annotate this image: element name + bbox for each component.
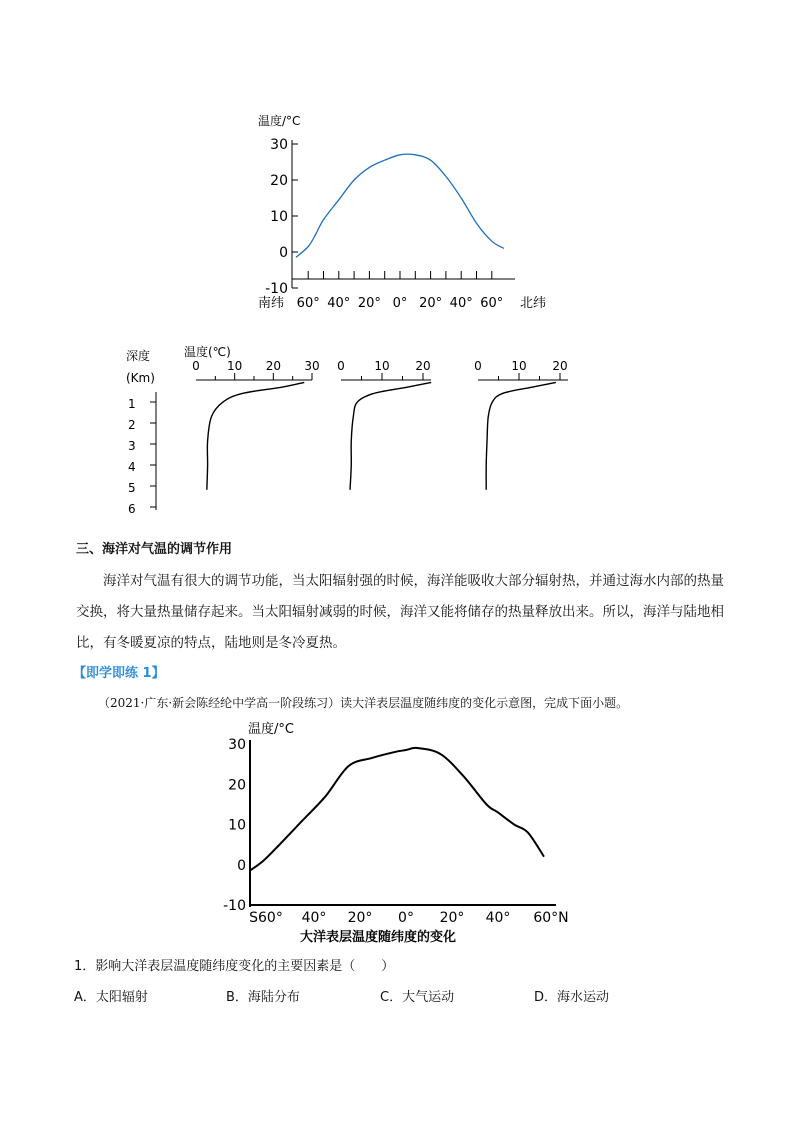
chart3-x-tick-label: 60°N (533, 910, 569, 926)
chart1-ylabel: 温度/°C (258, 114, 301, 128)
chart2-depth-tick-label: 3 (128, 439, 136, 453)
chart2-temp-tick-label: 30 (304, 359, 320, 373)
chart2-temp-tick-label: 20 (265, 359, 281, 373)
chart2-temp-tick-label: 20 (552, 359, 568, 373)
body-paragraph: 海洋对气温有很大的调节功能，当太阳辐射强的时候，海洋能吸收大部分辐射热，并通过海水内部的热量交换，将大量热量储存起来。当太阳辐射减弱的时候，海洋又能将储存的热量释放出来。所以，海洋与陆地相比，有冬暖夏凉的特点，陆地则是冬冷夏热。 (76, 573, 724, 651)
option-a[interactable]: A．太阳辐射 (74, 990, 148, 1005)
chart2-depth-tick-label: 6 (128, 502, 136, 516)
chart1-x-tick-label: 40° (327, 296, 351, 311)
chart2-temp-tick-label: 10 (511, 359, 527, 373)
chart2-xlabel: 温度(℃) (184, 345, 231, 359)
option-c[interactable]: C．大气运动 (380, 990, 455, 1005)
chart1-y-tick-label: -10 (265, 281, 288, 297)
chart3-x-tick-label: 40° (485, 910, 511, 926)
chart1-x-tick-label: 60° (480, 296, 504, 311)
chart2-temp-tick-label: 20 (415, 359, 431, 373)
chart2-temp-tick-label: 10 (374, 359, 390, 373)
chart3-y-tick-label: 10 (228, 817, 246, 834)
chart-temperature-by-latitude-blue (250, 105, 560, 315)
chart1-y-tick-label: 20 (270, 173, 288, 189)
chart2-title: 深度 (126, 349, 151, 363)
option-d[interactable]: D．海水运动 (534, 990, 610, 1005)
chart1-x-tick-label: 20° (357, 296, 381, 311)
chart1-y-tick-label: 30 (270, 137, 288, 153)
chart2-profile-line (350, 382, 431, 489)
chart-temperature-by-depth (118, 340, 578, 520)
chart3-x-tick-label: 0° (398, 910, 414, 926)
question-source: （2021·广东·新会陈经纶中学高一阶段练习）读大洋表层温度随纬度的变化示意图，完成下面小题。 (98, 696, 629, 710)
chart1-series-line (296, 154, 504, 257)
chart1-y-tick-label: 10 (270, 209, 288, 225)
chart1-x-tick-label: 20° (419, 296, 443, 311)
chart3-x-tick-label: 40° (301, 910, 327, 926)
option-b[interactable]: B．海陆分布 (226, 990, 300, 1005)
chart3-x-tick-label: 20° (347, 910, 373, 926)
chart2-temp-tick-label: 0 (474, 359, 482, 373)
chart3-y-tick-label: -10 (223, 898, 246, 914)
chart1-y-tick-label: 0 (279, 245, 288, 261)
chart2-profile-line (486, 382, 556, 489)
chart2-depth-tick-label: 4 (128, 460, 136, 474)
chart2-temp-tick-label: 0 (337, 359, 345, 373)
chart3-caption: 大洋表层温度随纬度的变化 (300, 930, 457, 945)
chart2-profile-line (207, 382, 304, 489)
chart2-depth-tick-label: 2 (128, 418, 136, 432)
chart1-x-label-south: 南纬 (258, 296, 285, 311)
chart2-depth-tick-label: 1 (128, 397, 136, 411)
chart1-x-tick-label: 60° (296, 296, 320, 311)
chart3-ylabel: 温度/°C (248, 722, 294, 737)
chart3-x-tick-label: 20° (439, 910, 465, 926)
section-title: 三、海洋对气温的调节作用 (76, 542, 233, 557)
chart2-title-unit: (Km) (126, 371, 155, 385)
chart3-y-tick-label: 30 (228, 737, 246, 753)
chart1-x-label-north: 北纬 (520, 296, 547, 311)
chart1-x-tick-label: 0° (392, 296, 408, 311)
chart3-y-tick-label: 0 (237, 857, 246, 874)
chart3-series-line (250, 748, 544, 871)
chart2-depth-tick-label: 5 (128, 481, 136, 495)
chart2-temp-tick-label: 10 (227, 359, 243, 373)
chart3-y-tick-label: 20 (228, 777, 246, 794)
chart3-x-tick-label: S60° (249, 910, 283, 926)
question-1: 1．影响大洋表层温度随纬度变化的主要因素是（ ） (74, 959, 395, 974)
practice-label: 【即学即练 1】 (73, 666, 165, 681)
chart-ocean-surface-temperature (223, 715, 588, 947)
chart2-temp-tick-label: 0 (192, 359, 200, 373)
chart1-x-tick-label: 40° (449, 296, 473, 311)
